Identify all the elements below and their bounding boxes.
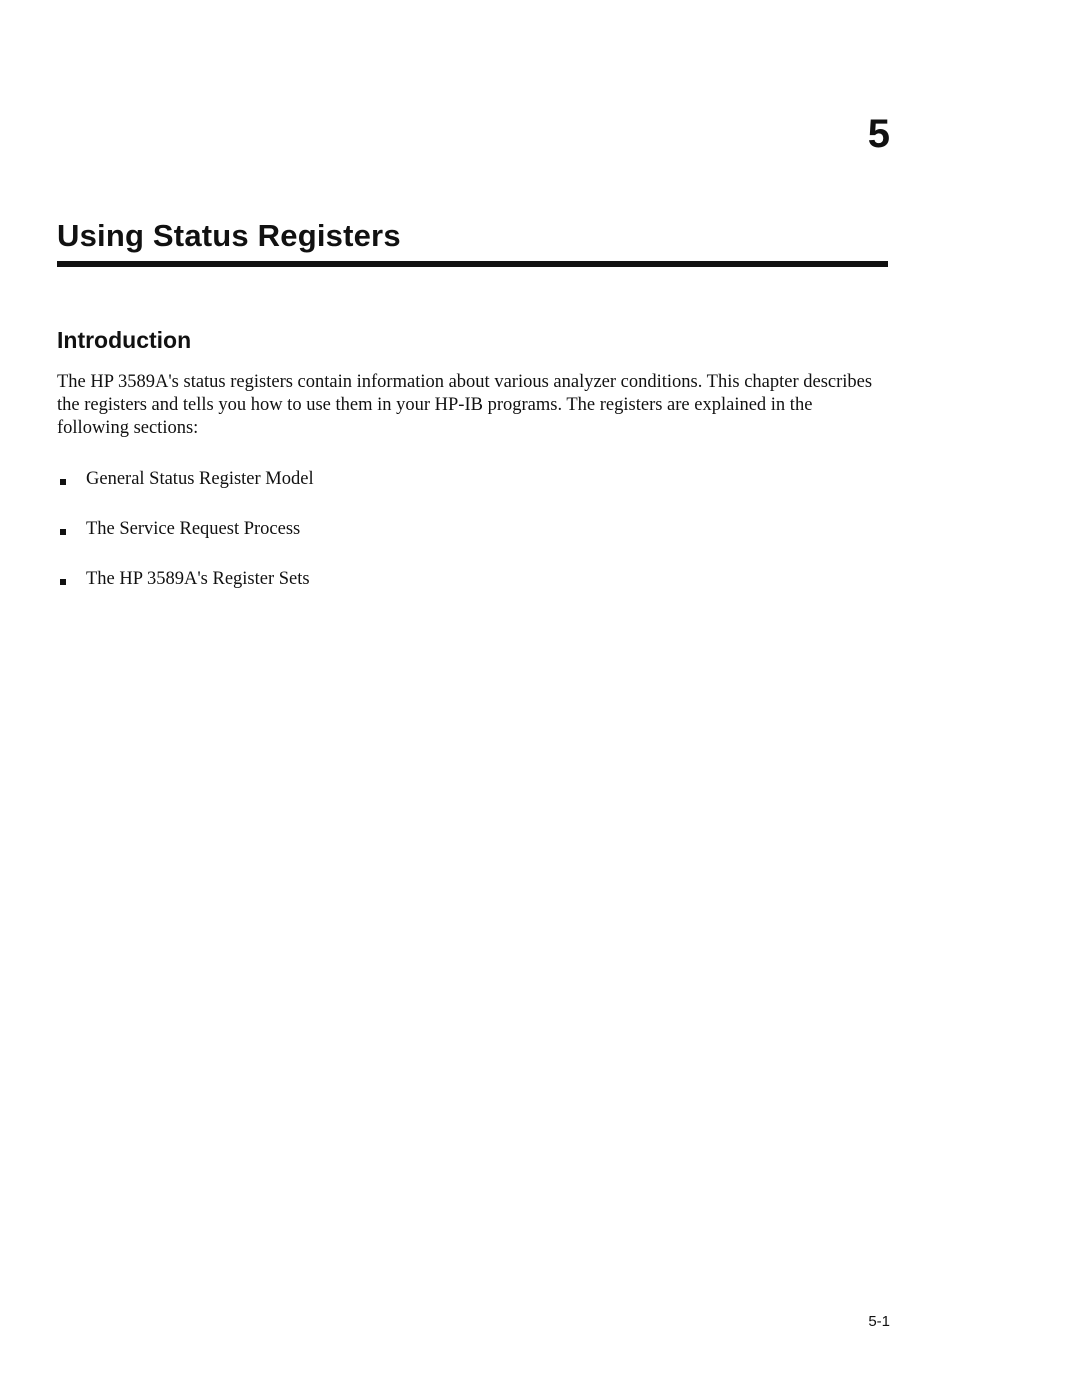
- list-item-label: The HP 3589A's Register Sets: [86, 569, 310, 589]
- list-item-label: General Status Register Model: [86, 469, 314, 489]
- intro-paragraph: The HP 3589A's status registers contain information about various analyzer conditions. This chapter describes the registers and tells you how to use them in your HP-IB programs. The registers are explained in the following sections:: [57, 372, 873, 438]
- title-rule: [57, 261, 888, 267]
- list-item: [57, 516, 314, 566]
- section-list: [57, 466, 314, 616]
- chapter-number: 5: [867, 112, 890, 156]
- chapter-title: Using Status Registers: [57, 218, 401, 253]
- bullet-square-icon: [60, 579, 66, 585]
- list-item: [57, 466, 314, 516]
- page-number: 5-1: [868, 1313, 890, 1330]
- section-heading: Introduction: [57, 327, 192, 353]
- list-item: [57, 566, 314, 616]
- list-item-label: The Service Request Process: [86, 519, 301, 539]
- bullet-square-icon: [60, 479, 66, 485]
- bullet-square-icon: [60, 529, 66, 535]
